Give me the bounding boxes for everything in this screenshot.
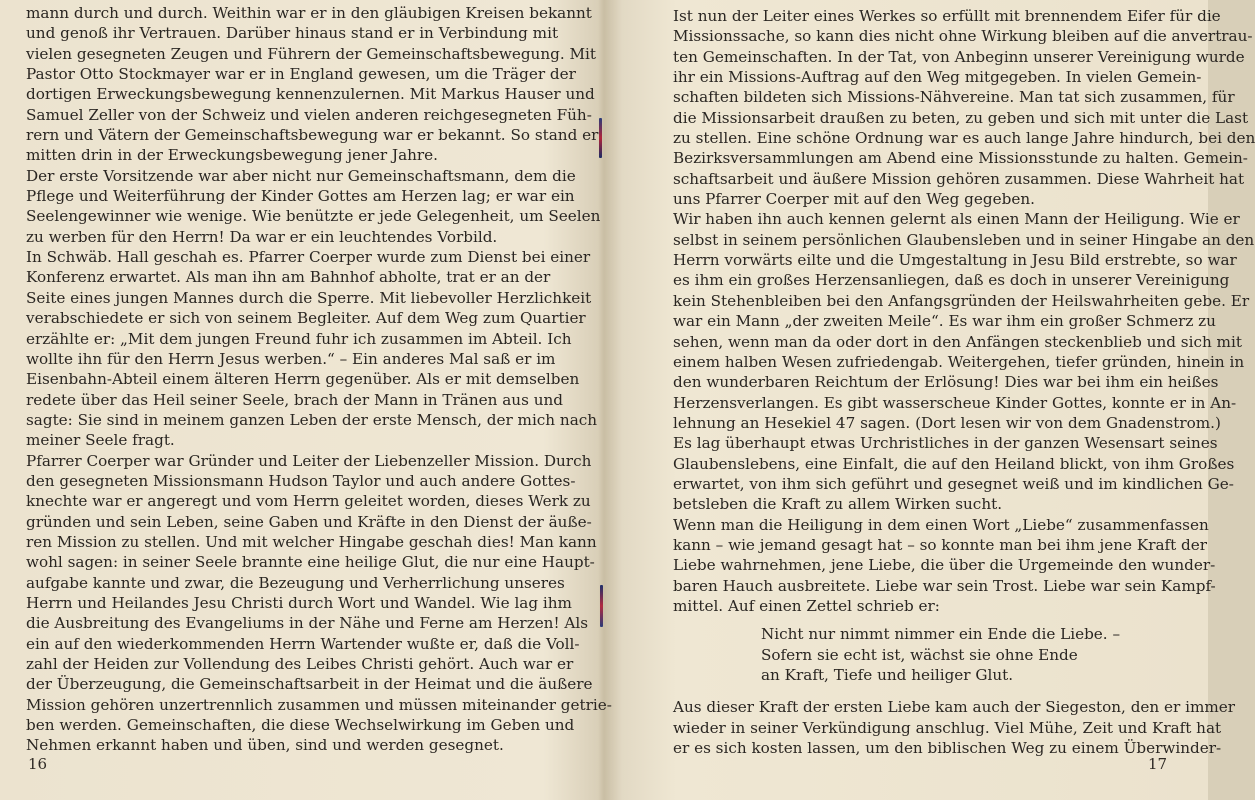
text-line: Pastor Otto Stockmayer war er in England gewesen, um die Träger der [26,65,576,84]
text-line: sehen, wenn man da oder dort in den Anfängen steckenblieb und sich mit [673,332,1242,351]
text-line: Eisenbahn-Abteil einem älteren Herrn gegenüber. Als er mit demselben [26,370,580,389]
text-line: zahl der Heiden zur Vollendung des Leibes Christi gehört. Auch war er [26,655,574,673]
text-line: Glaubenslebens, eine Einfalt, die auf den Heiland blickt, von ihm Großes [673,454,1235,473]
text-line: Konferenz erwartet. Als man ihn am Bahnhof abholte, trat er an der [26,268,551,287]
text-line: selbst in seinem persönlichen Glaubensleben und in seiner Hingabe an den [673,230,1255,249]
text-line: Liebe wahrnehmen, jene Liebe, die über die Urgemeinde den wunder- [673,556,1216,575]
text-line: Wenn man die Heiligung in dem einen Wort „Liebe“ zusammenfassen [673,515,1209,534]
text-line: Wir haben ihn auch kennen gelernt als einen Mann der Heiligung. Wie er [673,210,1240,229]
text-line: Bezirksversammlungen am Abend eine Missionsstunde zu halten. Gemein- [673,149,1248,168]
text-line: betsleben die Kraft zu allem Wirken sucht. [673,495,1003,514]
text-line: meiner Seele fragt. [26,431,175,450]
text-line: Pfarrer Coerper war Gründer und Leiter der Liebenzeller Mission. Durch [26,451,592,470]
page-number-right: 17 [1148,755,1168,773]
text-line: schaftsarbeit und äußere Mission gehören zusammen. Diese Wahrheit hat [673,169,1245,188]
text-line: ihr ein Missions-Auftrag auf den Weg mitgegeben. In vielen Gemein- [673,68,1202,87]
page-number-left: 16 [28,755,48,773]
text-line: mittel. Auf einen Zettel schrieb er: [673,596,940,615]
text-line: redete über das Heil seiner Seele, brach der Mann in Tränen aus und [26,390,563,409]
text-line: Pflege und Weiterführung der Kinder Gottes am Herzen lag; er war ein [26,187,575,206]
poem-line: Sofern sie echt ist, wächst sie ohne Ende [761,645,1078,664]
text-line: Mission gehören unzertrennlich zusammen und müssen miteinander getrie- [26,695,612,714]
poem-line: an Kraft, Tiefe und heiliger Glut. [761,666,1014,684]
text-line: Herrn vorwärts eilte und die Umgestaltung in Jesu Bild erstrebte, so war [673,251,1237,270]
text-line: ben werden. Gemeinschaften, die diese Wechselwirkung im Geben und [26,716,575,735]
left-page [0,0,612,800]
text-line: die Missionsarbeit draußen zu beten, zu geben und sich mit unter die Last [673,108,1249,127]
text-line: In Schwäb. Hall geschah es. Pfarrer Coerper wurde zum Dienst bei einer [26,248,591,267]
text-line: ren Mission zu stellen. Und mit welcher Hingabe geschah dies! Man kann [26,532,597,551]
text-line: aufgabe kannte und zwar, die Bezeugung und Verherrlichung unseres [26,573,565,592]
text-line: schaften bildeten sich Missions-Nähvereine. Man tat sich zusammen, für [673,88,1235,107]
text-line: die Ausbreitung des Evangeliums in der Nähe und Ferne am Herzen! Als [26,614,589,633]
text-line: mitten drin in der Erweckungsbewegung jener Jahre. [26,146,438,165]
text-line: ein auf den wiederkommenden Herrn Wartender wußte er, daß die Voll- [26,634,580,653]
text-line: Nehmen erkannt haben und üben, sind und werden gesegnet. [26,736,504,755]
text-line: lehnung an Hesekiel 47 sagen. (Dort lesen wir von dem Gnadenstrom.) [673,413,1221,432]
text-line: mann durch und durch. Weithin war er in den gläubigen Kreisen bekannt [26,4,592,22]
text-line: und genoß ihr Vertrauen. Darüber hinaus stand er in Verbindung mit [26,24,559,43]
text-line: kein Stehenbleiben bei den Anfangsgründen der Heilswahrheiten gebe. Er [673,291,1250,310]
left-page-text [26,3,612,756]
text-line: einem halben Wesen zufriedengab. Weitergehen, tiefer gründen, hinein in [673,352,1245,371]
poem-line: Nicht nur nimmt nimmer ein Ende die Liebe. – [761,625,1121,644]
text-line: Missionssache, so kann dies nicht ohne Wirkung bleiben auf die anvertrau- [673,27,1253,46]
text-line: rern und Vätern der Gemeinschaftsbewegung war er bekannt. So stand er [26,126,599,145]
text-line: baren Hauch ausbreitete. Liebe war sein Trost. Liebe war sein Kampf- [673,576,1216,595]
text-line: Ist nun der Leiter eines Werkes so erfüllt mit brennendem Eifer für die [673,7,1221,25]
text-line: knechte war er angeregt und vom Herrn geleitet worden, dieses Werk zu [26,492,591,511]
text-line: zu stellen. Eine schöne Ordnung war es auch lange Jahre hindurch, bei den [673,129,1255,148]
text-line: ten Gemeinschaften. In der Tat, von Anbeginn unserer Vereinigung wurde [673,47,1245,66]
text-line: Herzensverlangen. Es gibt wasserscheue Kinder Gottes, konnte er in An- [673,393,1237,412]
text-line: Der erste Vorsitzende war aber nicht nur Gemeinschaftsmann, dem die [26,166,576,185]
text-line: gründen und sein Leben, seine Gaben und Kräfte in den Dienst der äuße- [26,512,592,531]
text-line: vielen gesegneten Zeugen und Führern der Gemeinschaftsbewegung. Mit [26,44,597,63]
text-line: Samuel Zeller von der Schweiz und vielen anderen reichgesegneten Füh- [26,105,592,124]
text-line: der Überzeugung, die Gemeinschaftsarbeit in der Heimat und die äußere [26,675,593,694]
text-line: Aus dieser Kraft der ersten Liebe kam auch der Siegeston, den er immer [673,698,1236,717]
right-page-text [673,6,1255,758]
text-line: uns Pfarrer Coerper mit auf den Weg gegeben. [673,190,1035,209]
text-line: dortigen Erweckungsbewegung kennenzulernen. Mit Markus Hauser und [26,85,595,104]
poem-quote [673,624,1167,685]
text-line: erwartet, von ihm sich geführt und gesegnet weiß und im kindlichen Ge- [673,474,1234,493]
text-line: zu werben für den Herrn! Da war er ein leuchtendes Vorbild. [26,227,498,246]
text-line: wohl sagen: in seiner Seele brannte eine heilige Glut, die nur eine Haupt- [26,553,595,572]
text-line: er es sich kosten lassen, um den biblischen Weg zu einem Überwinder- [673,739,1222,758]
text-line: Herrn und Heilandes Jesu Christi durch Wort und Wandel. Wie lag ihm [26,593,572,612]
text-line: wieder in seiner Verkündigung anschlug. Viel Mühe, Zeit und Kraft hat [673,718,1222,737]
text-line: Seite eines jungen Mannes durch die Sperre. Mit liebevoller Herzlichkeit [26,288,592,307]
text-line: Es lag überhaupt etwas Urchristliches in der ganzen Wesensart seines [673,434,1218,453]
right-page [604,0,1255,800]
text-line: kann – wie jemand gesagt hat – so konnte man bei ihm jene Kraft der [673,535,1208,554]
text-line: Seelengewinner wie wenige. Wie benützte er jede Gelegenheit, um Seelen [26,207,601,226]
text-line: den wunderbaren Reichtum der Erlösung! Dies war bei ihm ein heißes [673,373,1219,392]
text-line: sagte: Sie sind in meinem ganzen Leben der erste Mensch, der mich nach [26,410,598,429]
text-line: war ein Mann „der zweiten Meile“. Es war ihm ein großer Schmerz zu [673,312,1216,331]
text-line: verabschiedete er sich von seinem Begleiter. Auf dem Weg zum Quartier [26,309,586,328]
text-line: erzählte er: „Mit dem jungen Freund fuhr ich zusammen im Abteil. Ich [26,329,572,348]
text-line: es ihm ein großes Herzensanliegen, daß es doch in unserer Vereinigung [673,271,1230,290]
text-line: den gesegneten Missionsmann Hudson Taylor und auch andere Gottes- [26,471,576,490]
text-line: wollte ihn für den Herrn Jesus werben.“ – Ein anderes Mal saß er im [26,349,556,368]
